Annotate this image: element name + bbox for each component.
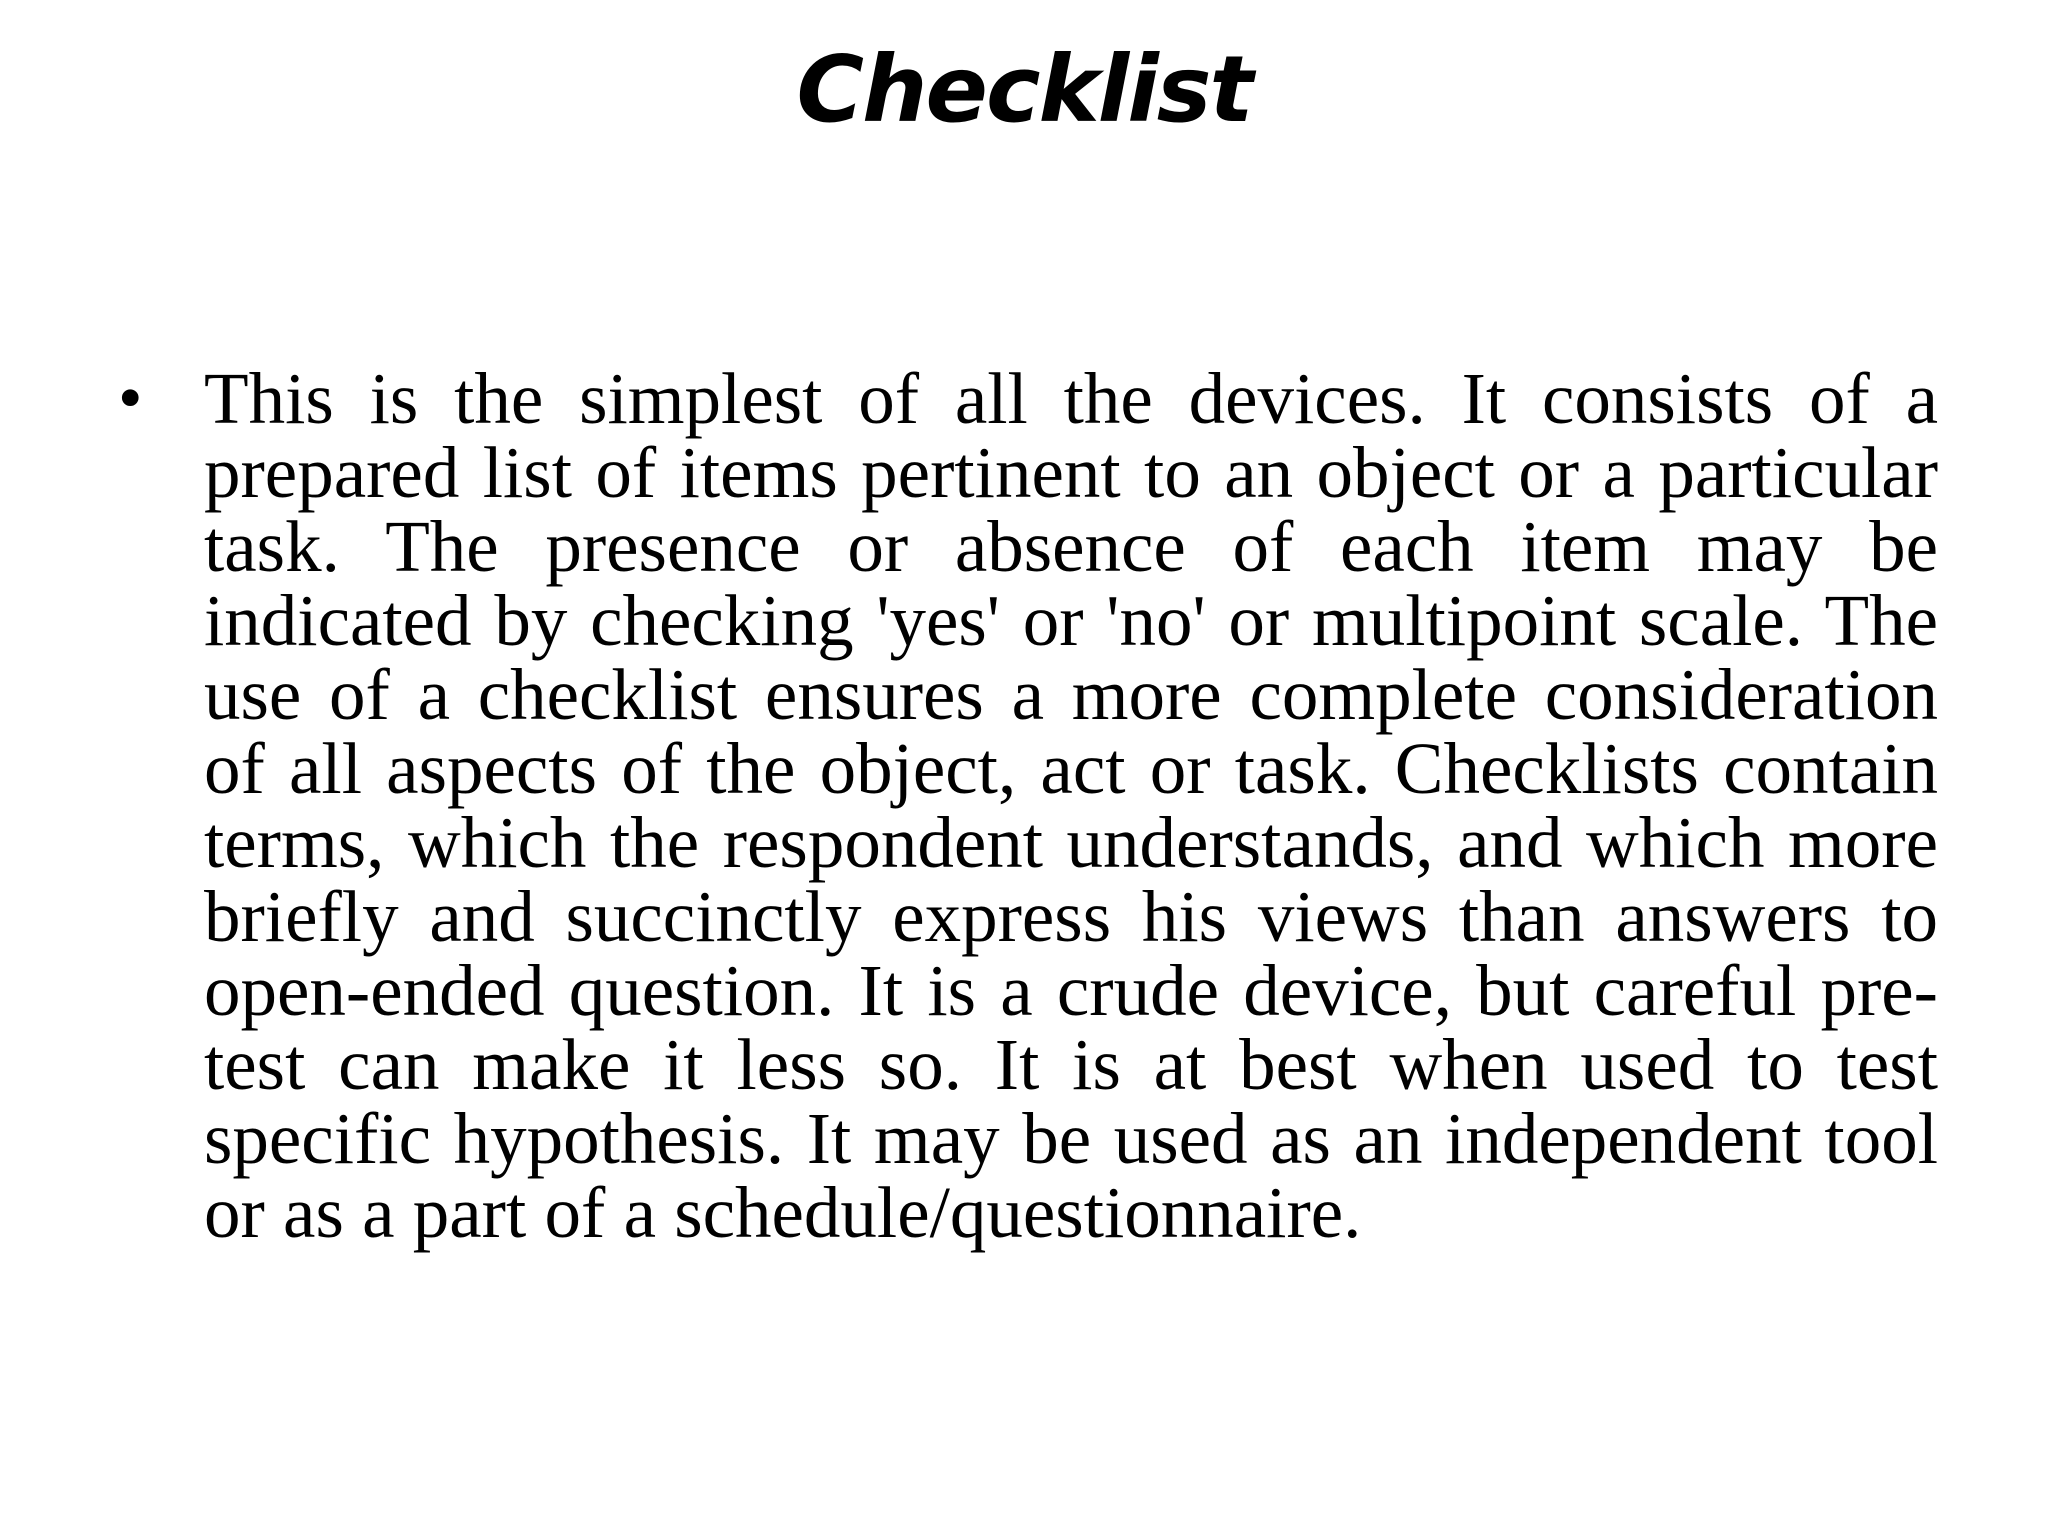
bullet-text: This is the simplest of all the devices. It consists of a prepared list of items pertinent to an object or a particular task. The presence or absence of each item may be indicated by checking 'yes' or 'no' or multipoint scale. The use of a checklist ensures a more complete consideration of all aspects of the object, act or task. Checklists contain terms, which the respondent understands, and which more briefly and succinctly express his views than answers to open-ended question. It is a crude device, but careful pre-test can make it less so. It is at best when used to test specific hypothesis. It may be used as an independent tool or as a part of a schedule/questionnaire.	[204, 358, 1938, 1253]
bullet-list	[118, 358, 1938, 1253]
slide-content	[118, 358, 1938, 1253]
slide-title: Checklist	[796, 36, 1252, 143]
bullet-item	[118, 358, 1938, 1253]
bullet-icon: •	[118, 360, 143, 437]
